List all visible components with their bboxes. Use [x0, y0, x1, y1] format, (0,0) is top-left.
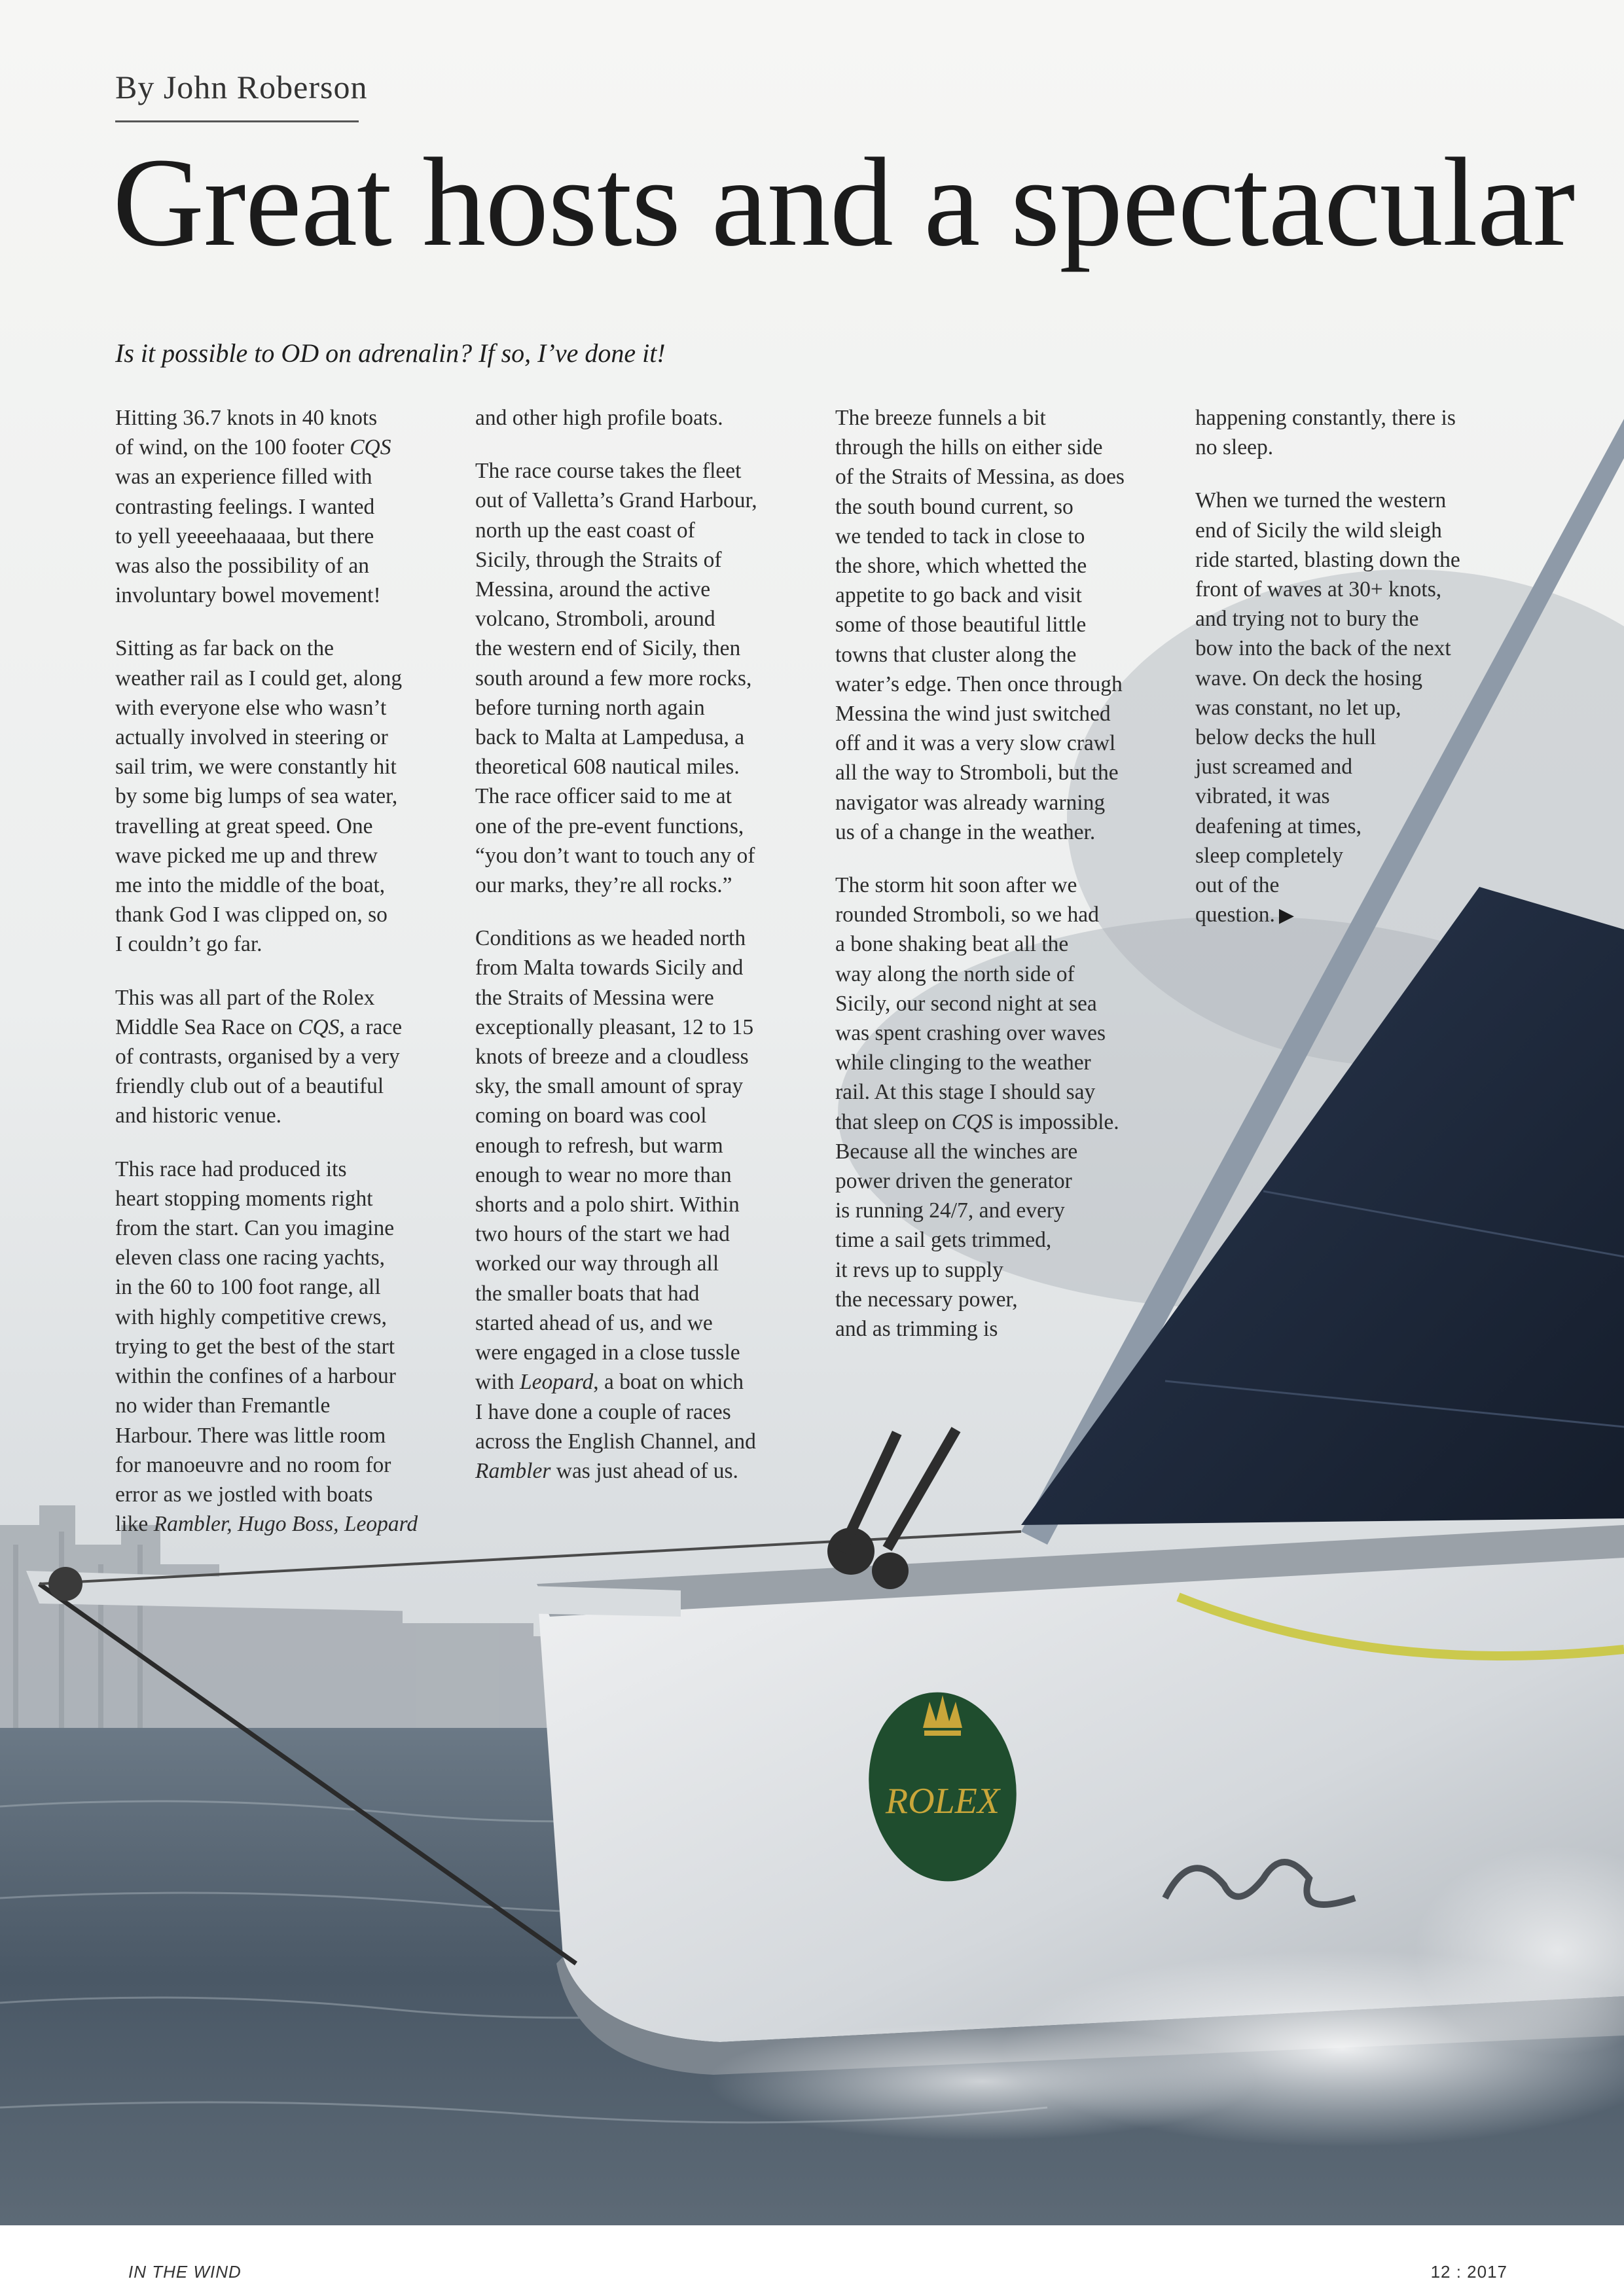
page-footer — [0, 2225, 1624, 2296]
paragraph: The storm hit soon after we rounded Stromboli, so we had a bone shaking beat all the way along the north side of Sicily, our second night at sea was spent crashing over waves while clinging to the weather rail. At this stage I should say that sleep on CQS is impossible. Because all the winches are power driven the generator is running 24/7, and every time a sail gets trimmed, it revs up to supply the necessary power, and as trimming is — [835, 873, 1119, 1342]
byline-divider — [115, 120, 359, 122]
paragraph: The race course takes the fleet out of Valletta’s Grand Harbour, north up the east coast of Sicily, through the Straits of Messina, around the active volcano, Stromboli, around the western end of Sicily, then south around a few more rocks, before turning north again back to Malta at Lampedusa, a theoretical 608 nautical miles. The race officer said to me at one of the pre-event functions, “you don’t want to touch any of our marks, they’re all rocks.” — [475, 459, 757, 898]
article-column-2 — [475, 403, 803, 1509]
italic-text: Leopard — [519, 1370, 594, 1395]
article-column-4 — [1195, 403, 1503, 954]
paragraph: This race had produced its heart stopping moments right from the start. Can you imagine eleven class one racing yachts, in the 60 to 100 foot range, all with highly competitive crews, trying to get the best of the start within the confines of a harbour no wider than Fremantle Harbour. There was little room for manoeuvre and no room for error as we jostled with boats like Rambler, Hugo Boss, Leopard — [115, 1157, 418, 1537]
issue-date: 12 : 2017 — [1430, 2262, 1507, 2282]
page-number: 2 — [99, 2259, 110, 2281]
article-column-1 — [115, 403, 442, 1562]
italic-text: CQS — [951, 1109, 993, 1134]
standfirst: Is it possible to OD on adrenalin? If so, I’ve done it! — [115, 338, 666, 368]
italic-text: CQS — [298, 1014, 340, 1039]
paragraph: Hitting 36.7 knots in 40 knots of wind, on the 100 footer CQS was an experience filled with contrasting feelings. I wanted to yell yeeeehaaaaa, but there was also the possibility of an involuntary bowel movement! — [115, 406, 391, 608]
svg-text:ROLEX: ROLEX — [885, 1781, 1000, 1821]
italic-text: CQS — [350, 435, 391, 460]
italic-text: Rambler — [475, 1458, 551, 1483]
paragraph: The breeze funnels a bit through the hills on either side of the Straits of Messina, as does the south bound current, so we tended to tack in close to the shore, which whetted the appetite to go back and visit some of those beautiful little towns that cluster along the water’s edge. Then once through Messina the wind just switched off and it was a very slow crawl all the way to Stromboli, but the navigator was already warning us of a change in the weather. — [835, 406, 1125, 844]
byline: By John Roberson — [115, 69, 368, 105]
paragraph: Sitting as far back on the weather rail as I could get, along with everyone else who wasn’t actually involved in steering or sail trim, we were constantly hit by some big lumps of sea water, travelling at great speed. One wave picked me up and threw me into the middle of the boat, thank God I was clipped on, so I couldn’t go far. — [115, 636, 403, 957]
paragraph: When we turned the western end of Sicily the wild sleigh ride started, blasting down the front of waves at 30+ knots, and trying not to bury the bow into the back of the next wave. On deck the hosing was constant, no let up, below decks the hull just screamed and vibrated, it was deafening at times, sleep completely out of the question. ▶ — [1195, 488, 1460, 927]
italic-text: Rambler, Hugo Boss, Leopard — [153, 1512, 418, 1537]
paragraph: Conditions as we headed north from Malta towards Sicily and the Straits of Messina were exceptionally pleasant, 12 to 15 knots of breeze and a cloudless sky, the small amount of spray coming on board was cool enough to refresh, but warm enough to wear no more than shorts and a polo shirt. Within two hours of the start we had worked our way through all the smaller boats that had started ahead of us, and we were engaged in a close tussle with Leopard, a boat on which I have done a couple of races across the English Channel, and Rambler was just ahead of us. — [475, 926, 756, 1483]
magazine-name: IN THE WIND — [128, 2262, 242, 2282]
headline: Great hosts and a spectacular — [113, 132, 1575, 272]
article-column-3 — [835, 403, 1163, 1367]
paragraph: and other high profile boats. — [475, 406, 723, 430]
play-arrow-icon: ▶ — [1278, 905, 1294, 927]
paragraph: This was all part of the Rolex Middle Sea Race on CQS, a race of contrasts, organised by a very friendly club out of a beautiful and historic venue. — [115, 985, 403, 1128]
paragraph: happening constantly, there is no sleep. — [1195, 406, 1456, 460]
